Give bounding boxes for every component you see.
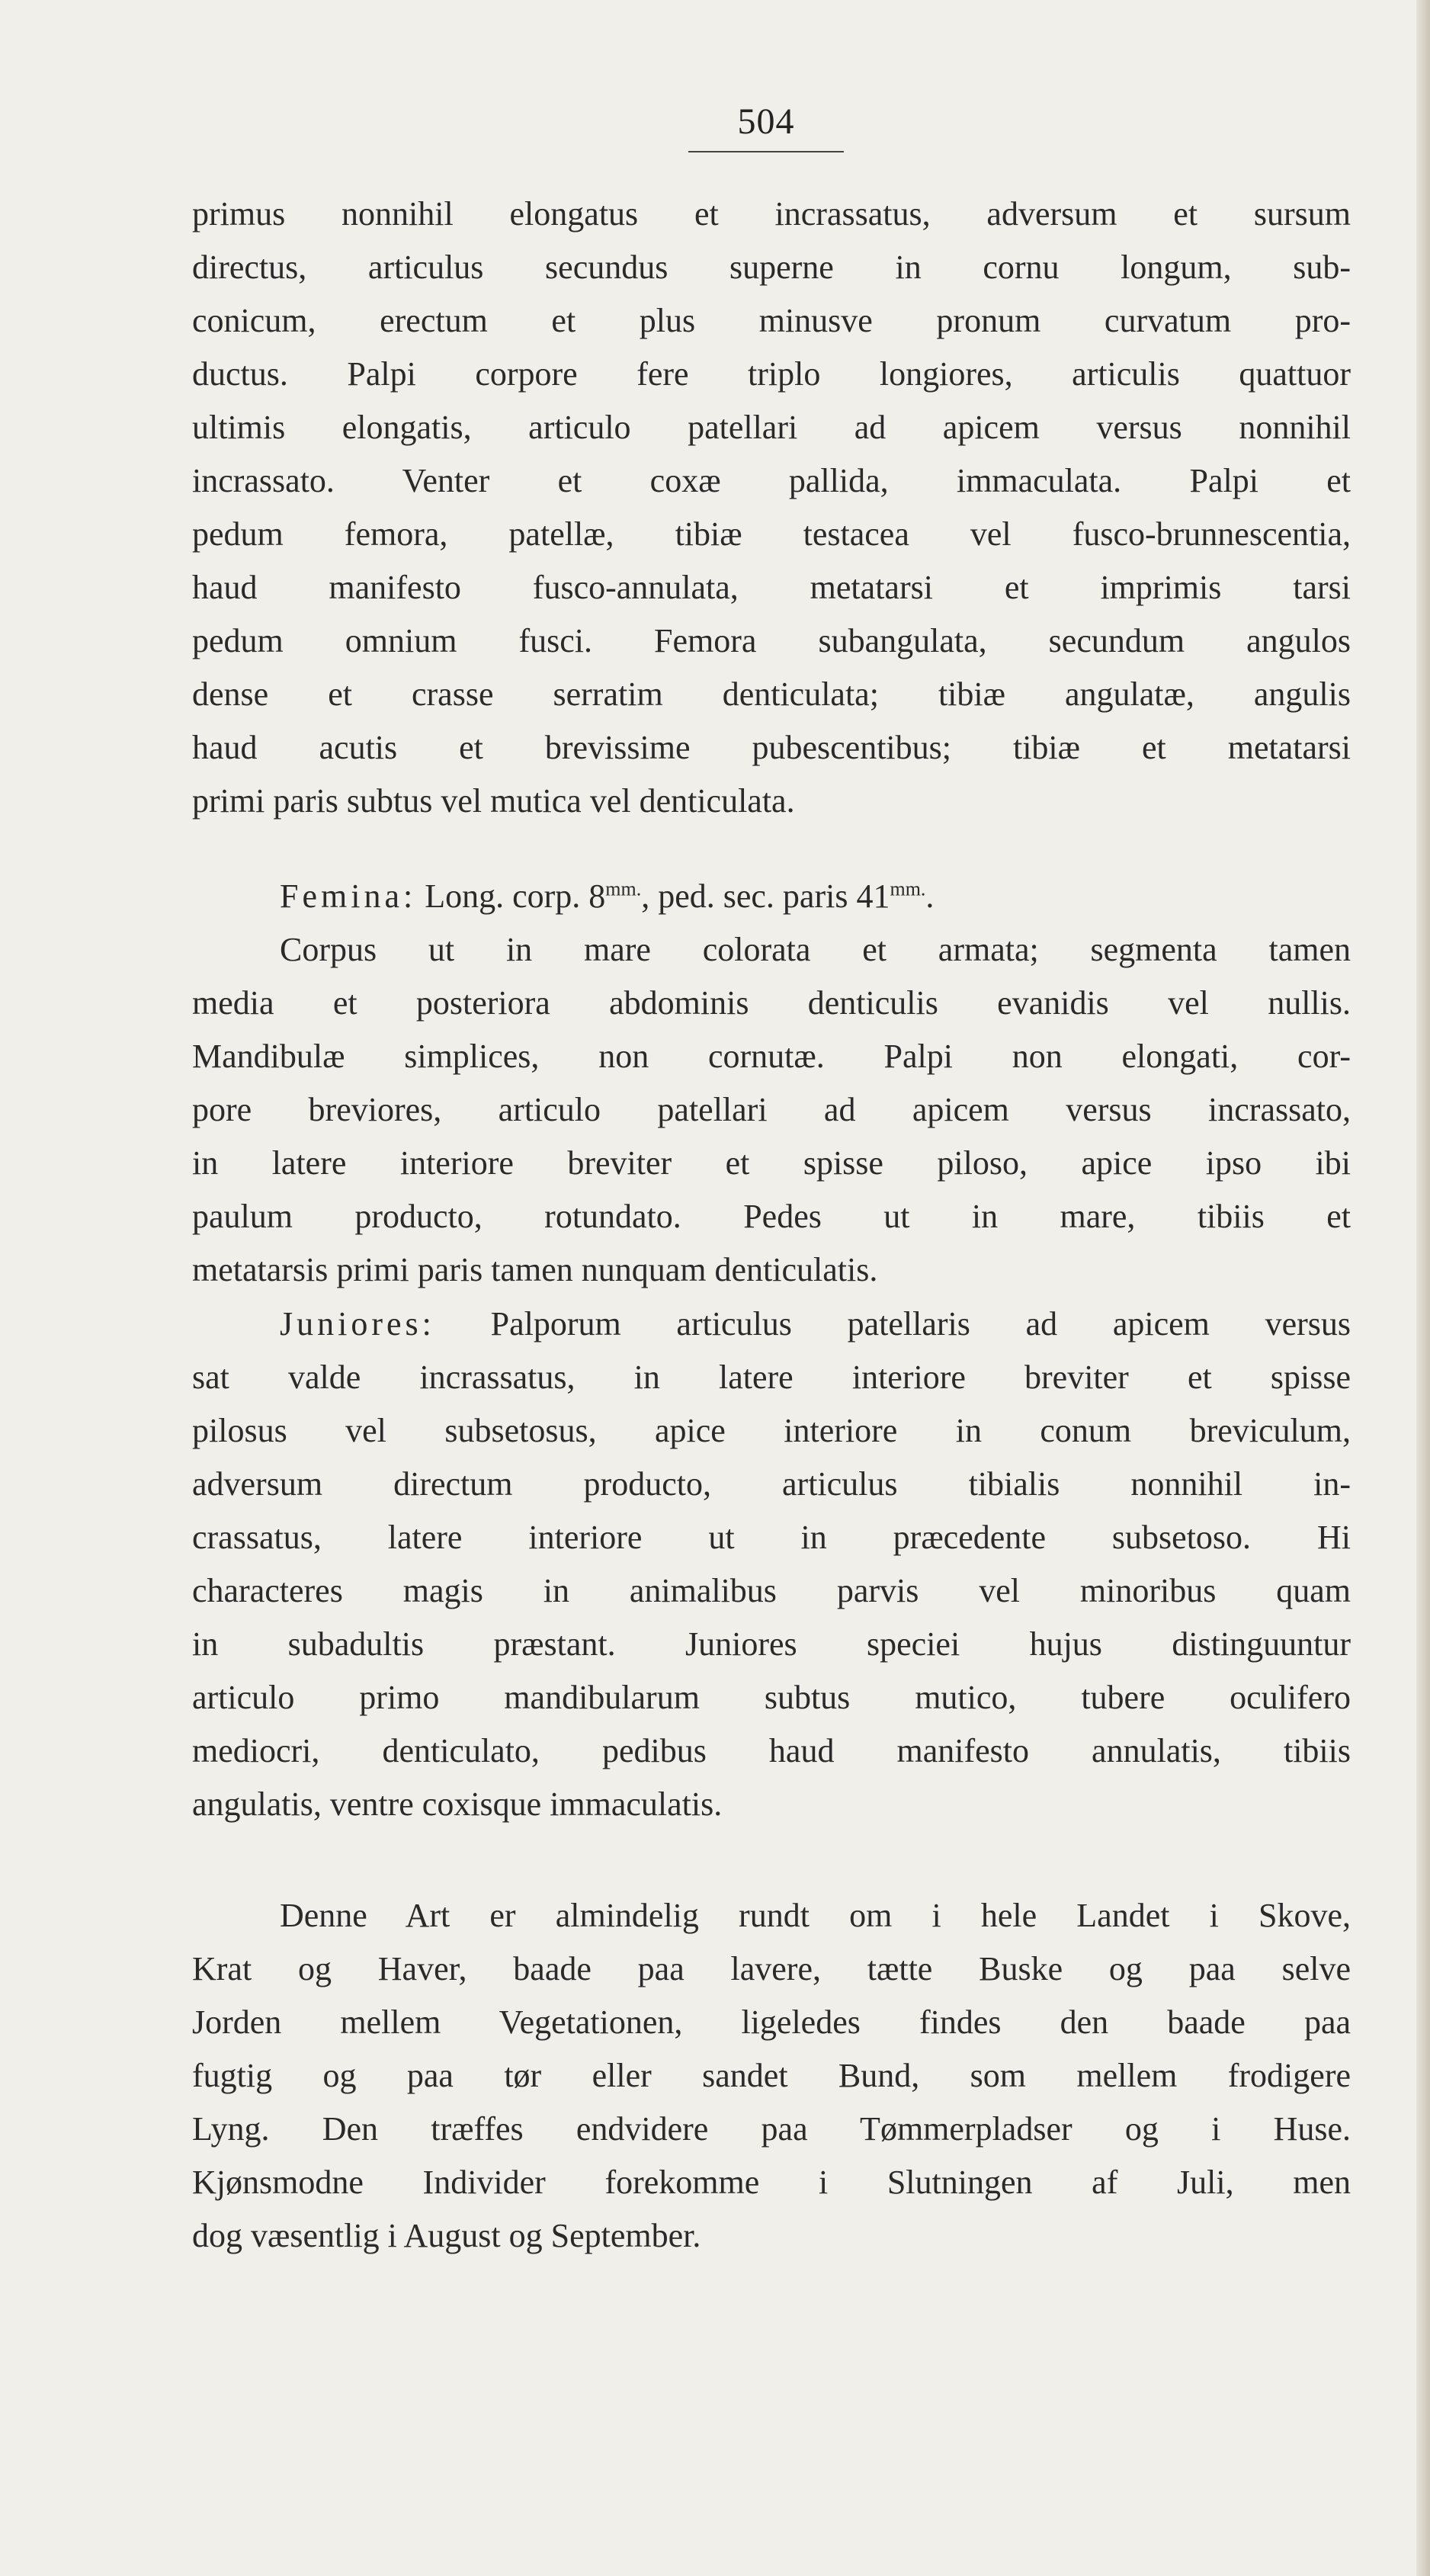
unit-mm: mm. (605, 877, 642, 900)
latin-paragraph (192, 188, 1351, 828)
text-line: angulatis, ventre coxisque immaculatis. (192, 1785, 723, 1823)
text-line: Denne Art er almindelig rundt om i hele Landet i Skove, (280, 1897, 1351, 1934)
text-line: Kjønsmodne Individer forekomme i Slutningen af Juli, men (192, 2164, 1351, 2201)
line-end: . (925, 877, 935, 915)
text-line: crassatus, latere interiore ut in præcedente subsetoso. Hi (192, 1519, 1351, 1556)
text-line: fugtig og paa tør eller sandet Bund, som mellem frodigere (192, 2057, 1351, 2094)
juniores-first-text: Palporum articulus patellaris ad apicem versus (490, 1305, 1351, 1343)
page-number: 504 (737, 101, 795, 142)
text-line: dog væsentlig i August og September. (192, 2217, 701, 2254)
text-line: Lyng. Den træffes endvidere paa Tømmerpladser og i Huse. (192, 2110, 1351, 2148)
page-edge-shadow (1416, 0, 1430, 2576)
text-line: primus nonnihil elongatus et incrassatus, adversum et sursum (192, 195, 1351, 233)
femina-label: Femina: (280, 877, 417, 915)
text-line: in latere interiore breviter et spisse piloso, apice ipso ibi (192, 1144, 1351, 1182)
text-line: directus, articulus secundus superne in cornu longum, sub- (192, 249, 1351, 286)
text-line: Mandibulæ simplices, non cornutæ. Palpi non elongati, cor- (192, 1038, 1351, 1075)
body-length: Long. corp. 8 (425, 877, 606, 915)
juniores-paragraph (192, 1298, 1351, 1831)
text-line: ultimis elongatis, articulo patellari ad apicem versus nonnihil (192, 409, 1351, 446)
text-line: conicum, erectum et plus minusve pronum curvatum pro- (192, 302, 1351, 339)
text-line: paulum producto, rotundato. Pedes ut in mare, tibiis et (192, 1198, 1351, 1235)
text-line: dense et crasse serratim denticulata; tibiæ angulatæ, angulis (192, 675, 1351, 713)
text-line: adversum directum producto, articulus tibialis nonnihil in- (192, 1465, 1351, 1503)
text-line: characteres magis in animalibus parvis vel minoribus quam (192, 1572, 1351, 1609)
femina-heading-line (192, 870, 1351, 923)
juniores-label: Juniores: (280, 1305, 435, 1343)
text-line: articulo primo mandibularum subtus mutico, tubere oculifero (192, 1679, 1351, 1716)
text-line: incrassato. Venter et coxæ pallida, immaculata. Palpi et (192, 462, 1351, 499)
juniores-heading-line (192, 1298, 1351, 1351)
danish-paragraph (192, 1889, 1351, 2263)
text-line: sat valde incrassatus, in latere interiore breviter et spisse (192, 1359, 1351, 1396)
femina-paragraph (192, 870, 1351, 1297)
text-line: media et posteriora abdominis denticulis evanidis vel nullis. (192, 984, 1351, 1022)
text-line: Krat og Haver, baade paa lavere, tætte Buske og paa selve (192, 1950, 1351, 1987)
text-line: haud acutis et brevissime pubescentibus; tibiæ et metatarsi (192, 729, 1351, 766)
text-line: pedum omnium fusci. Femora subangulata, secundum angulos (192, 622, 1351, 659)
text-line: Jorden mellem Vegetationen, ligeledes findes den baade paa (192, 2003, 1351, 2041)
text-line: in subadultis præstant. Juniores speciei hujus distinguuntur (192, 1625, 1351, 1663)
text-line: pilosus vel subsetosus, apice interiore in conum breviculum, (192, 1412, 1351, 1449)
text-line: metatarsis primi paris tamen nunquam denticulatis. (192, 1251, 878, 1288)
text-line: pedum femora, patellæ, tibiæ testacea vel fusco-brunnescentia, (192, 515, 1351, 553)
text-line: mediocri, denticulato, pedibus haud manifesto annulatis, tibiis (192, 1732, 1351, 1769)
text-line: primi paris subtus vel mutica vel denticulata. (192, 782, 795, 820)
unit-mm: mm. (890, 877, 926, 900)
page-number-rule (688, 151, 844, 152)
leg-length-text: , ped. sec. paris 41 (641, 877, 890, 915)
text-line: pore breviores, articulo patellari ad apicem versus incrassato, (192, 1091, 1351, 1128)
text-line: Corpus ut in mare colorata et armata; segmenta tamen (280, 931, 1351, 968)
text-line: ductus. Palpi corpore fere triplo longiores, articulis quattuor (192, 355, 1351, 393)
text-line: haud manifesto fusco-annulata, metatarsi et imprimis tarsi (192, 569, 1351, 606)
